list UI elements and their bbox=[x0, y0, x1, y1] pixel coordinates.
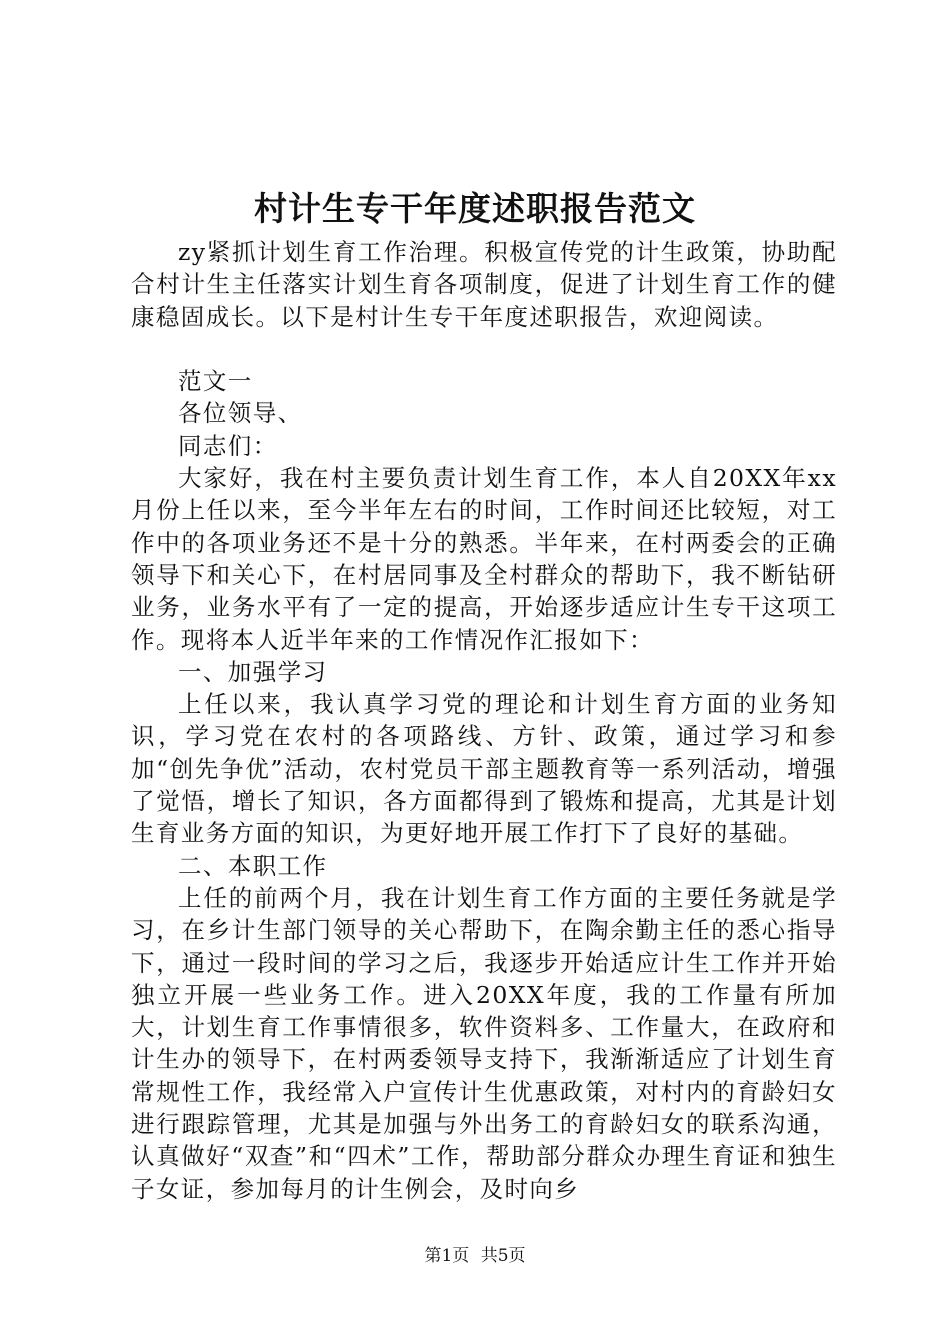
body-paragraph-3: 上任的前两个月，我在计划生育工作方面的主要任务就是学习，在乡计生部门领导的关心帮助下，在陶余勤主任的悉心指导下，通过一段时间的学习之后，我逐步开始适应计生工作并开始独立开展一些业务工作。进入20XX年度，我的工作量有所加大，计划生育工作事情很多，软件资料多、工作量大，在政府和计生办的领导下，在村两委领导支持下，我渐渐适应了计划生育常规性工作，我经常入户宣传计生优惠政策，对村内的育龄妇女进行跟踪管理，尤其是加强与外出务工的育龄妇女的联系沟通，认真做好“双查”和“四术”工作，帮助部分群众办理生育证和独生子女证，参加每月的计生例会，及时向乡 bbox=[131, 883, 837, 1203]
document-title: 村计生专干年度述职报告范文 bbox=[254, 189, 696, 228]
page-footer bbox=[0, 1244, 950, 1268]
body-paragraph-2: 上任以来，我认真学习党的理论和计划生育方面的业务知识，学习党在农村的各项路线、方针、政策，通过学习和参加“创先争优”活动，农村党员干部主题教育等一系列活动，增强了觉悟，增长了知识，各方面都得到了锻炼和提高，尤其是计划生育业务方面的知识，为更好地开展工作打下了良好的基础。 bbox=[131, 690, 837, 848]
page-number-current: 第1页 bbox=[424, 1246, 470, 1266]
salutation-line-2: 同志们： bbox=[178, 431, 278, 460]
section-label: 范文一 bbox=[178, 367, 253, 396]
body-paragraph-1: 大家好，我在村主要负责计划生育工作，本人自20XX年xx月份上任以来，至今半年左右的时间，工作时间还比较短，对工作中的各项业务还不是十分的熟悉。半年来，在村两委会的正确领导下和关心下，在村居同事及全村群众的帮助下，我不断钻研业务，业务水平有了一定的提高，开始逐步适应计生专干这项工作。现将本人近半年来的工作情况作汇报如下： bbox=[131, 464, 837, 654]
salutation-line-1: 各位领导、 bbox=[178, 399, 303, 428]
section-heading-1: 一、加强学习 bbox=[178, 657, 328, 686]
intro-paragraph: zy紧抓计划生育工作治理。积极宣传党的计生政策，协助配合村计生主任落实计划生育各项制度，促进了计划生育工作的健康稳固成长。以下是村计生专干年度述职报告，欢迎阅读。 bbox=[131, 238, 837, 331]
document-body bbox=[131, 236, 837, 1205]
section-heading-2: 二、本职工作 bbox=[178, 851, 328, 880]
page-number-total: 共5页 bbox=[480, 1246, 526, 1266]
